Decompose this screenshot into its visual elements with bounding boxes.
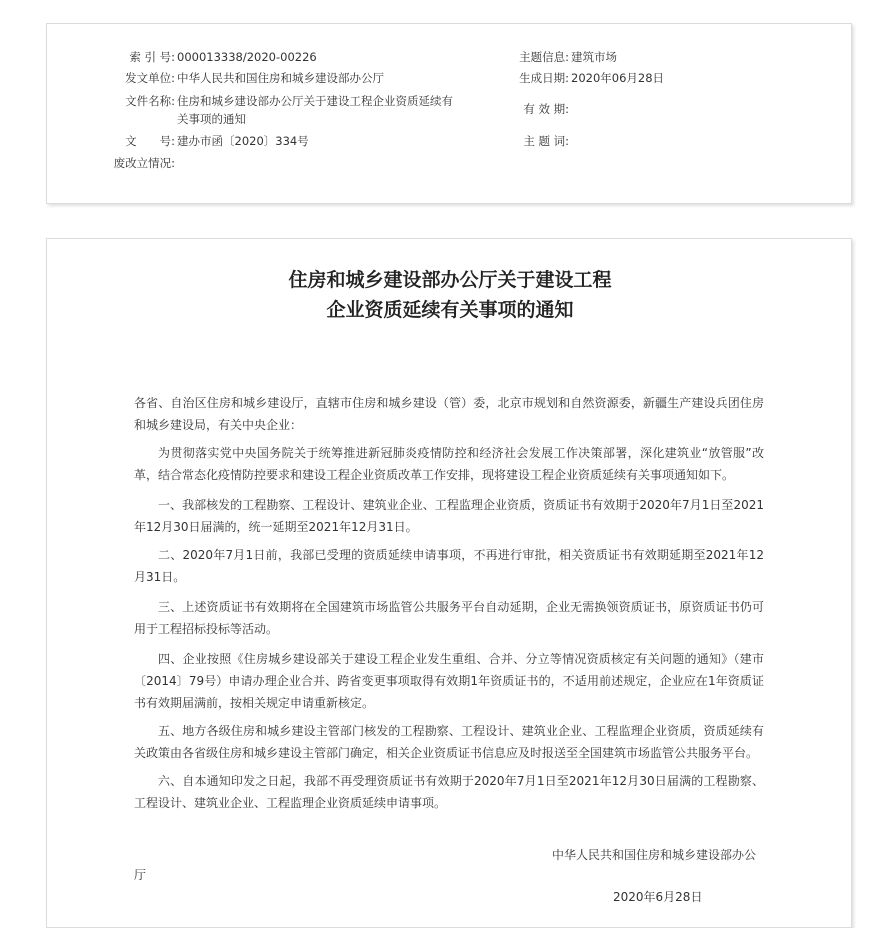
meta-revision-row [105, 154, 177, 172]
meta-validity-row [507, 100, 571, 118]
meta-date-row [507, 69, 664, 87]
meta-issuer-label: 发文单位: [125, 71, 175, 85]
meta-issuer-value: 中华人民共和国住房和城乡建设部办公厅 [177, 71, 384, 85]
meta-topic-value: 建筑市场 [571, 50, 617, 64]
paragraph-6: 六、自本通知印发之日起，我部不再受理资质证书有效期于2020年7月1日至2021年12月30日届满的工程勘察、工程设计、建筑业企业、工程监理企业资质延续申请事项。 [134, 774, 764, 810]
signature-date: 2020年6月28日 [613, 890, 703, 904]
meta-docname-value: 住房和城乡建设部办公厅关于建设工程企业资质延续有关事项的通知 [177, 94, 453, 126]
meta-topic-row [507, 48, 617, 66]
meta-keywords-row [507, 132, 571, 150]
meta-index-label: 索 引 号: [129, 50, 175, 64]
document-metadata-panel [46, 23, 852, 204]
document-title [47, 265, 853, 325]
meta-topic-label: 主题信息: [519, 50, 569, 64]
meta-keywords-label: 主 题 词: [523, 134, 569, 148]
signature-issuer-wrap: 厅 [134, 868, 147, 882]
meta-docno-label: 文 号: [125, 134, 175, 148]
paragraph-5: 五、地方各级住房和城乡建设主管部门核发的工程勘察、工程设计、建筑业企业、工程监理企业资质，资质延续有关政策由各省级住房和城乡建设主管部门确定，相关企业资质证书信息应及时报送至全国建筑市场监管公共服务平台。 [134, 724, 764, 760]
title-line-2: 企业资质延续有关事项的通知 [326, 299, 574, 321]
paragraph-1: 一、我部核发的工程勘察、工程设计、建筑业企业、工程监理企业资质，资质证书有效期于2020年7月1日至2021年12月30日届满的，统一延期至2021年12月31日。 [134, 498, 764, 534]
paragraph-3: 三、上述资质证书有效期将在全国建筑市场监管公共服务平台自动延期，企业无需换领资质证书，原资质证书仍可用于工程招标投标等活动。 [134, 600, 764, 636]
meta-validity-label: 有 效 期: [523, 102, 569, 116]
salutation: 各省、自治区住房和城乡建设厅，直辖市住房和城乡建设（管）委，北京市规划和自然资源委，新疆生产建设兵团住房和城乡建设局，有关中央企业： [134, 396, 764, 432]
meta-docno-value: 建办市函〔2020〕334号 [177, 134, 309, 148]
meta-docname-row [105, 92, 457, 128]
paragraph-intro: 为贯彻落实党中央国务院关于统筹推进新冠肺炎疫情防控和经济社会发展工作决策部署，深化建筑业“放管服”改革，结合常态化疫情防控要求和建设工程企业资质改革工作安排，现将建设工程企业资质延续有关事项通知如下。 [134, 446, 764, 482]
meta-date-label: 生成日期: [519, 71, 569, 85]
title-line-1: 住房和城乡建设部办公厅关于建设工程 [288, 269, 612, 291]
paragraph-4: 四、企业按照《住房城乡建设部关于建设工程企业发生重组、合并、分立等情况资质核定有关问题的通知》（建市〔2014〕79号）申请办理企业合并、跨省变更事项取得有效期1年资质证书的，不适用前述规定，企业应在1年资质证书有效期届满前，按相关规定申请重新核定。 [134, 652, 764, 710]
document-body-panel [46, 238, 852, 928]
paragraph-2: 二、2020年7月1日前，我部已受理的资质延续申请事项，不再进行审批，相关资质证书有效期延期至2021年12月31日。 [134, 548, 764, 584]
meta-index-value: 000013338/2020-00226 [177, 50, 317, 64]
meta-revision-label: 废改立情况: [113, 156, 175, 170]
meta-docno-row [105, 132, 309, 150]
signature-issuer: 中华人民共和国住房和城乡建设部办公 [552, 848, 757, 862]
meta-index-row [105, 48, 317, 66]
meta-docname-label: 文件名称: [125, 94, 175, 108]
meta-date-value: 2020年06月28日 [571, 71, 665, 85]
meta-issuer-row [105, 69, 384, 87]
